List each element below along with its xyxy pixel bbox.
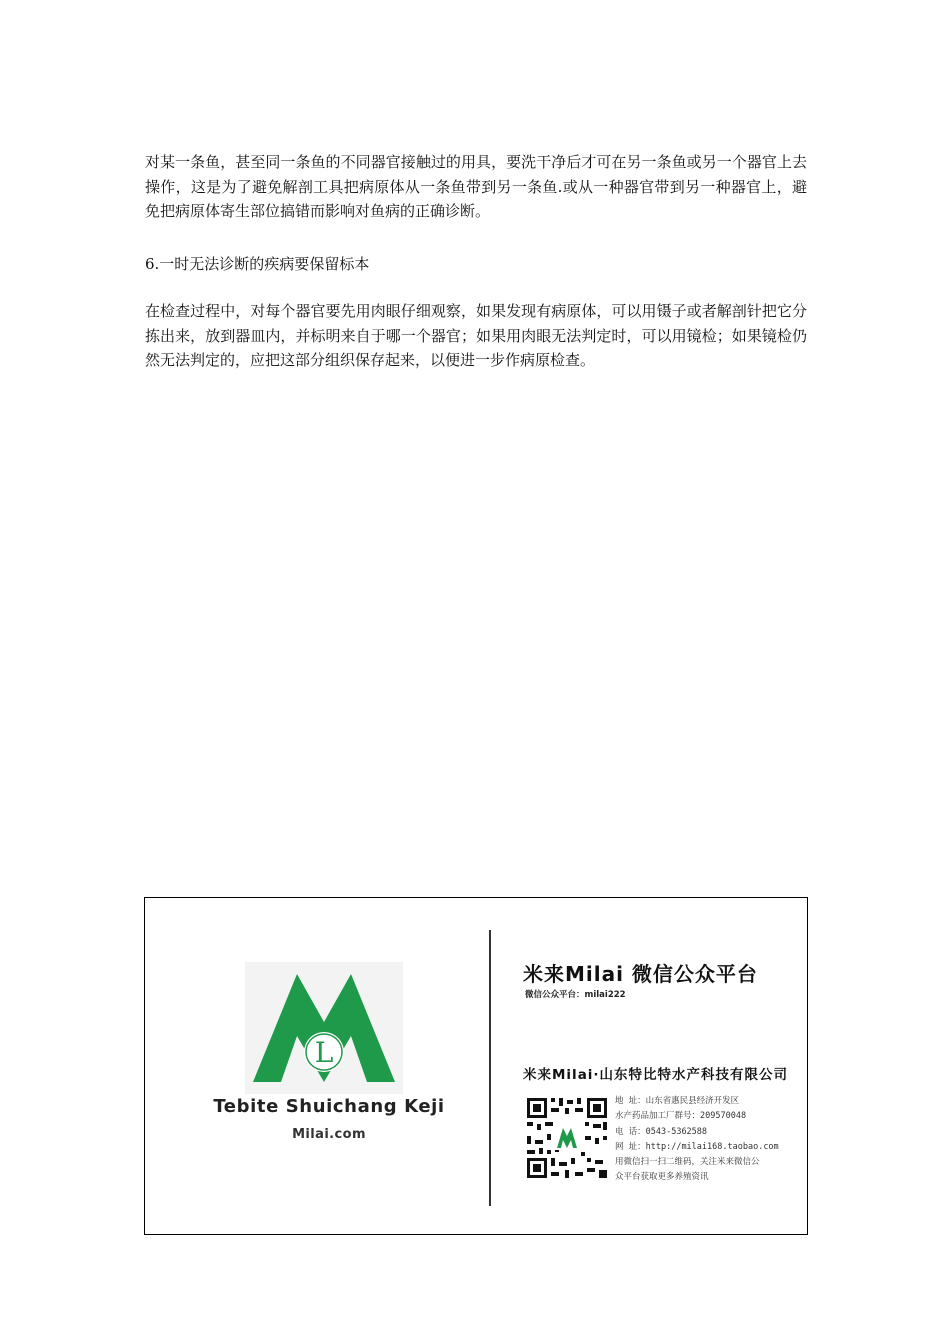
brand-url: Milai.com [292,1127,366,1142]
logo-letter: L [314,1036,334,1069]
section-heading-6: 6.一时无法诊断的疾病要保留标本 [145,255,370,273]
company-name: 米来Milai·山东特比特水产科技有限公司 [523,1067,789,1083]
card-divider [489,930,491,1206]
wechat-id: 微信公众平台：milai222 [525,990,626,1000]
info-phone: 电 话：0543-5362588 [615,1126,708,1137]
info-note-line1: 用微信扫一扫二维码，关注米来微信公 [615,1157,760,1168]
info-address: 地 址：山东省惠民县经济开发区 [615,1096,740,1106]
qr-code-icon [525,1096,609,1180]
qr-code[interactable] [525,1096,609,1180]
milai-logo [245,962,403,1094]
brand-english-name: Tebite Shuichang Keji [213,1096,445,1117]
business-card [144,897,808,1235]
milai-logo-icon [245,962,403,1094]
paragraph-keep-specimens: 在检查过程中，对每个器官要先用肉眼仔细观察，如果发现有病原体，可以用镊子或者解剖针把它分拣出来，放到器皿内，并标明来自于哪一个器官；如果用肉眼无法判定时，可以用镜检；如果镜检仍然无法判定的，应把这部分组织保存起来，以便进一步作病原检查。 [145,302,807,369]
contact-info [615,1094,779,1186]
info-note-line2: 众平台获取更多养殖资讯 [615,1172,709,1183]
paragraph-tool-cleaning: 对某一条鱼，甚至同一条鱼的不同器官接触过的用具，要洗干净后才可在另一条鱼或另一个器官上去操作，这是为了避免解剖工具把病原体从一条鱼带到另一条鱼.或从一种器官带到另一种器官上，避免把病原体寄生部位搞错而影响对鱼病的正确诊断。 [145,153,807,220]
wechat-platform-title: 米来Milai 微信公众平台 [523,962,758,986]
info-group: 水产药品加工厂群号：209570048 [615,1111,747,1122]
info-website[interactable]: 网 址：http://milai168.taobao.com [615,1141,779,1152]
